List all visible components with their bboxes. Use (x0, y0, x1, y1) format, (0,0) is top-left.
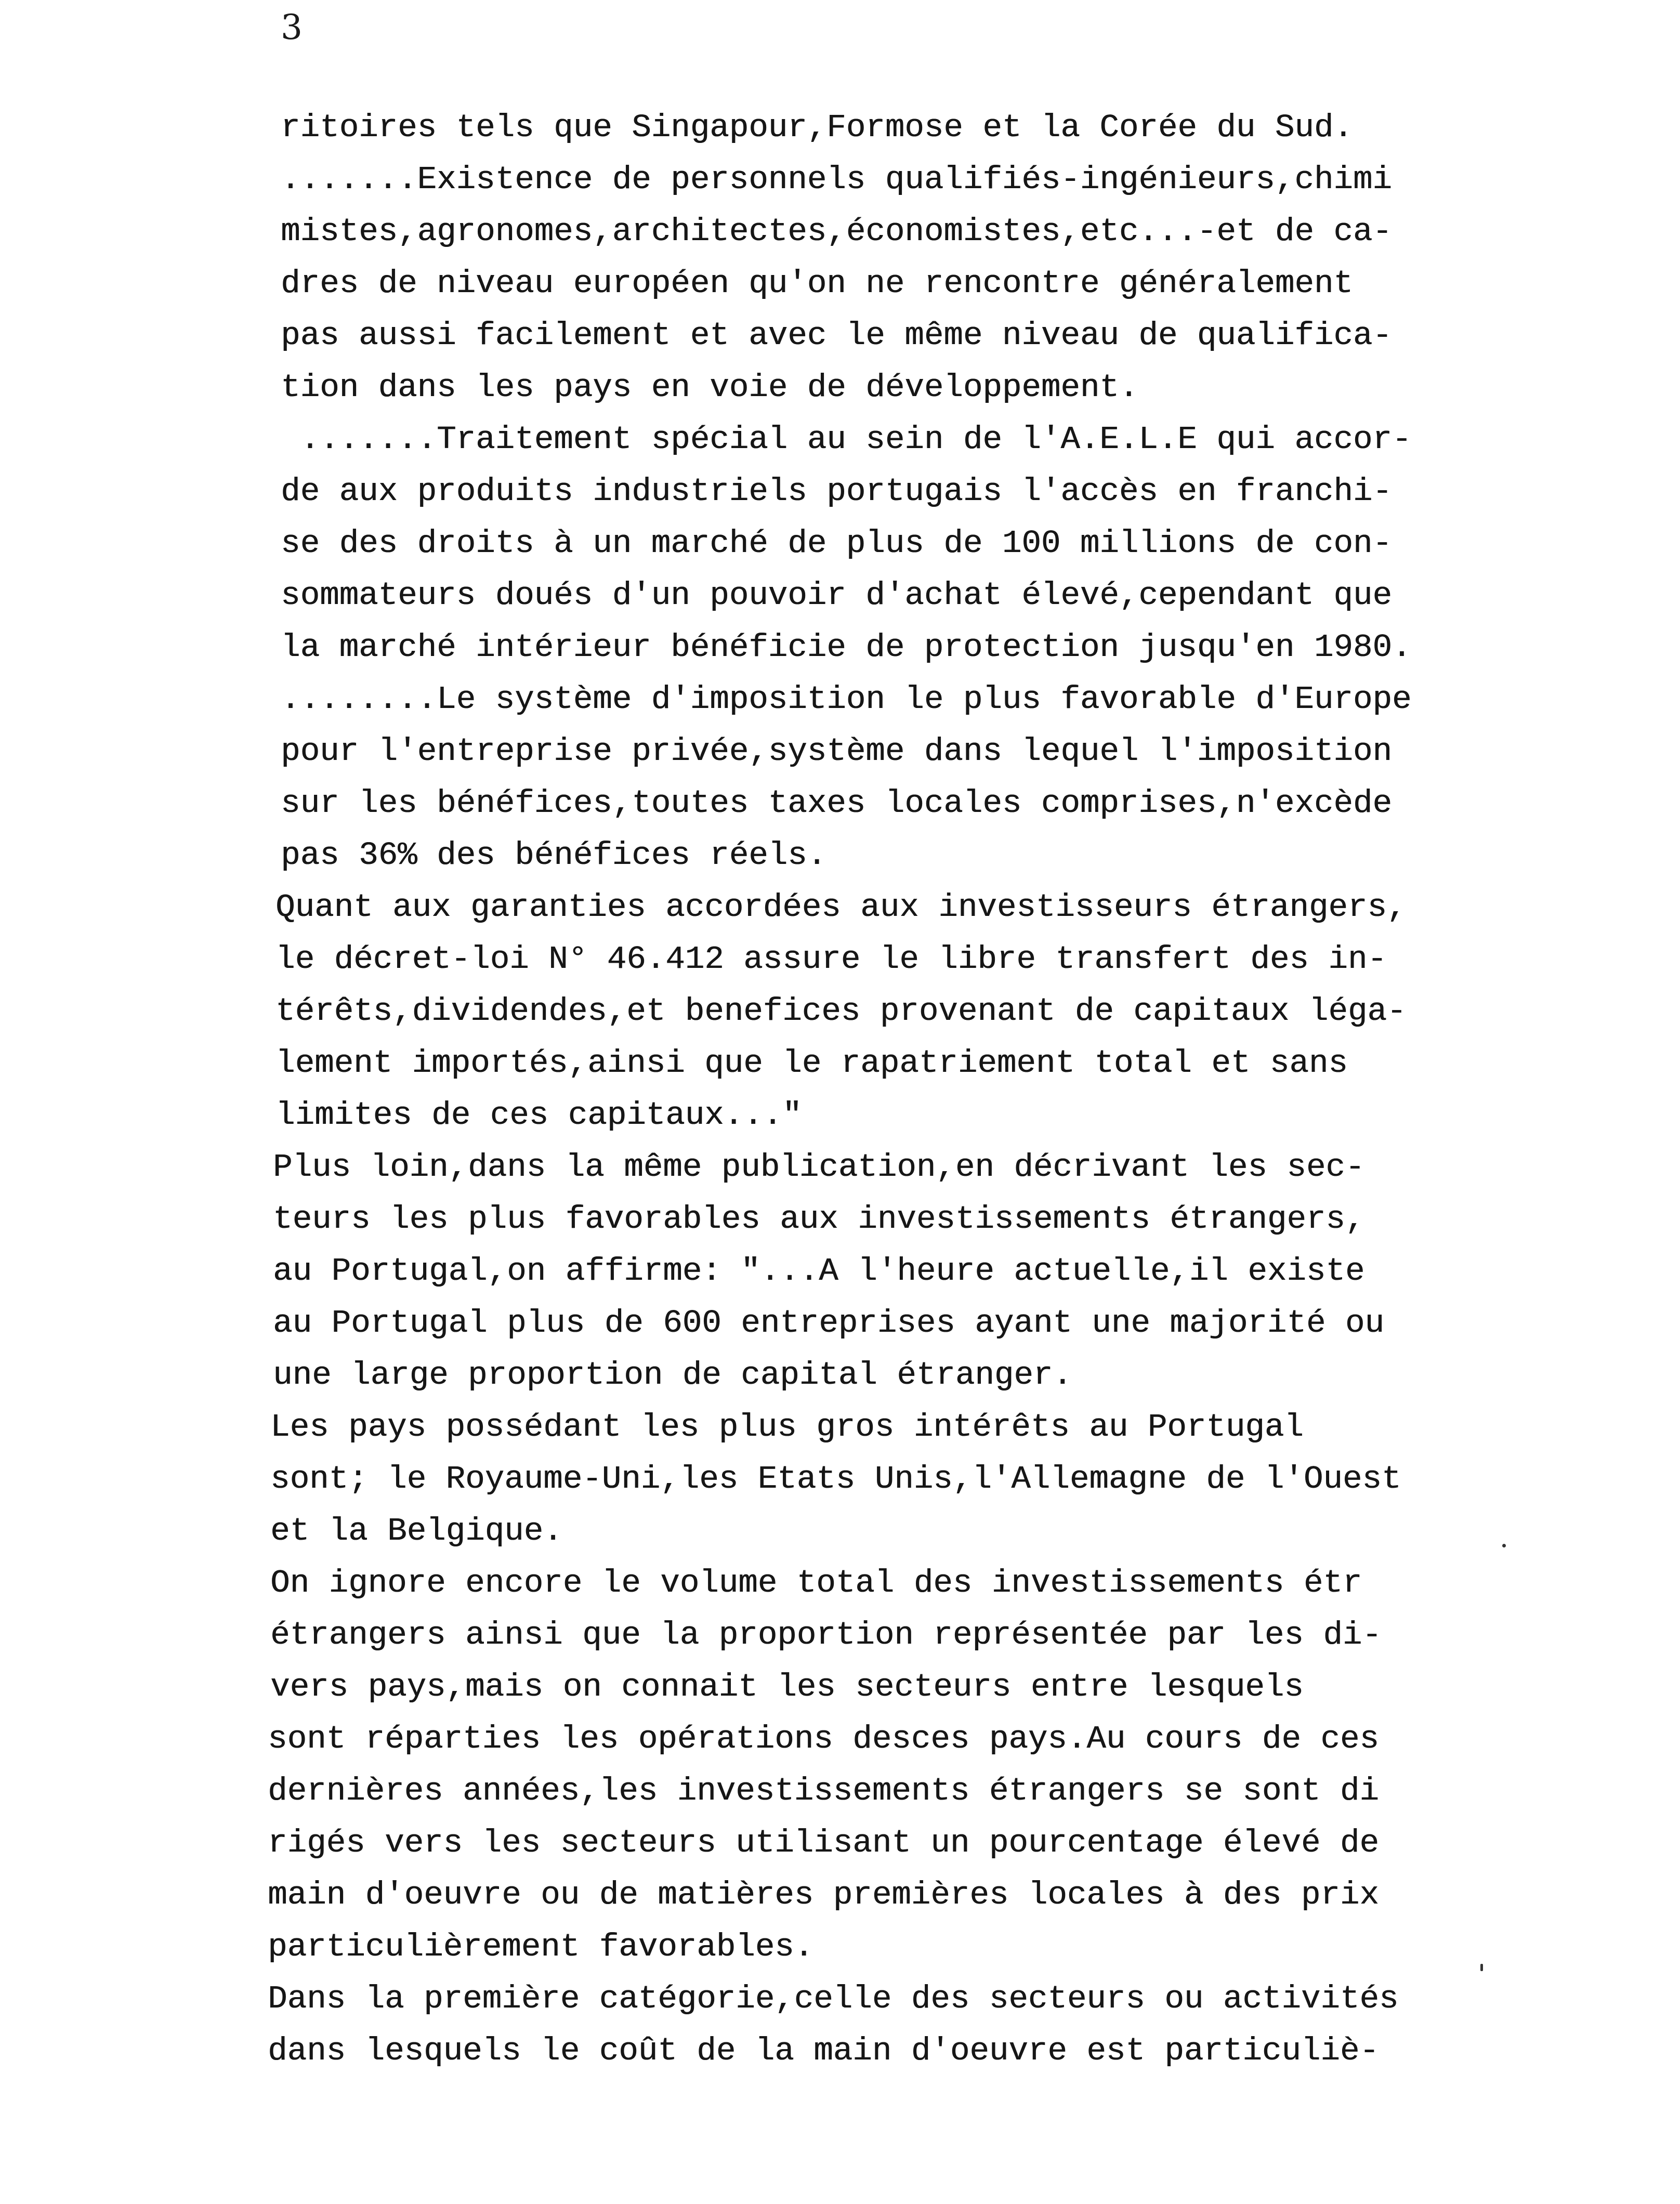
text-line: la marché intérieur bénéficie de protection jusqu'en 1980. (281, 629, 1412, 666)
text-line: rigés vers les secteurs utilisant un pourcentage élevé de (268, 1825, 1379, 1861)
text-line: pas aussi facilement et avec le même niveau de qualifica- (281, 317, 1392, 354)
page-number: 3 (281, 7, 303, 47)
text-line: .......Traitement spécial au sein de l'A.E.L.E qui accor- (281, 421, 1412, 458)
text-line: Les pays possédant les plus gros intérêts au Portugal (270, 1409, 1304, 1446)
text-line: lement importés,ainsi que le rapatriement total et sans (275, 1045, 1348, 1082)
text-line: et la Belgique. (270, 1513, 563, 1550)
text-line: le décret-loi N° 46.412 assure le libre transfert des in- (275, 941, 1387, 978)
text-line: main d'oeuvre ou de matières premières locales à des prix (268, 1877, 1379, 1913)
text-line: sur les bénéfices,toutes taxes locales comprises,n'excède (281, 785, 1392, 822)
text-line: dans lesquels le coût de la main d'oeuvre est particuliè- (268, 2032, 1379, 2069)
text-line: Plus loin,dans la même publication,en décrivant les sec- (273, 1149, 1365, 1186)
text-line: dernières années,les investissements étrangers se sont di (268, 1773, 1379, 1809)
text-line: ........Le système d'imposition le plus favorable d'Europe (281, 681, 1412, 718)
text-line: pour l'entreprise privée,système dans lequel l'imposition (281, 733, 1392, 770)
text-line: On ignore encore le volume total des investissements étr (270, 1565, 1362, 1602)
text-line: tion dans les pays en voie de développement. (281, 369, 1139, 406)
text-line: sont; le Royaume-Uni,les Etats Unis,l'Allemagne de l'Ouest (270, 1461, 1401, 1498)
text-line: térêts,dividendes,et benefices provenant de capitaux léga- (275, 993, 1407, 1030)
text-line: ritoires tels que Singapour,Formose et la Corée du Sud. (281, 109, 1353, 146)
text-line: se des droits à un marché de plus de 100 millions de con- (281, 525, 1392, 562)
text-line: mistes,agronomes,architectes,économistes,etc...-et de ca- (281, 213, 1392, 250)
text-line: Dans la première catégorie,celle des secteurs ou activités (268, 1980, 1399, 2017)
text-line: pas 36% des bénéfices réels. (281, 837, 827, 874)
text-line: limites de ces capitaux..." (275, 1097, 802, 1134)
text-line: particulièrement favorables. (268, 1929, 814, 1965)
text-line: vers pays,mais on connait les secteurs entre lesquels (270, 1669, 1304, 1706)
ink-speck (1480, 1964, 1483, 1971)
text-line: .......Existence de personnels qualifiés-ingénieurs,chimi (281, 161, 1392, 198)
text-line: sont réparties les opérations desces pays.Au cours de ces (268, 1721, 1379, 1757)
text-line: Quant aux garanties accordées aux investisseurs étrangers, (275, 889, 1407, 926)
text-line: une large proportion de capital étranger. (273, 1357, 1072, 1394)
text-line: sommateurs doués d'un pouvoir d'achat élevé,cependant que (281, 577, 1392, 614)
text-line: de aux produits industriels portugais l'accès en franchi- (281, 473, 1392, 510)
ink-speck (1502, 1544, 1506, 1547)
text-line: au Portugal plus de 600 entreprises ayant une majorité ou (273, 1305, 1384, 1342)
text-line: au Portugal,on affirme: "...A l'heure actuelle,il existe (273, 1253, 1365, 1290)
text-line: teurs les plus favorables aux investissements étrangers, (273, 1201, 1365, 1238)
text-line: étrangers ainsi que la proportion représentée par les di- (270, 1617, 1382, 1654)
text-line: dres de niveau européen qu'on ne rencontre généralement (281, 265, 1353, 302)
